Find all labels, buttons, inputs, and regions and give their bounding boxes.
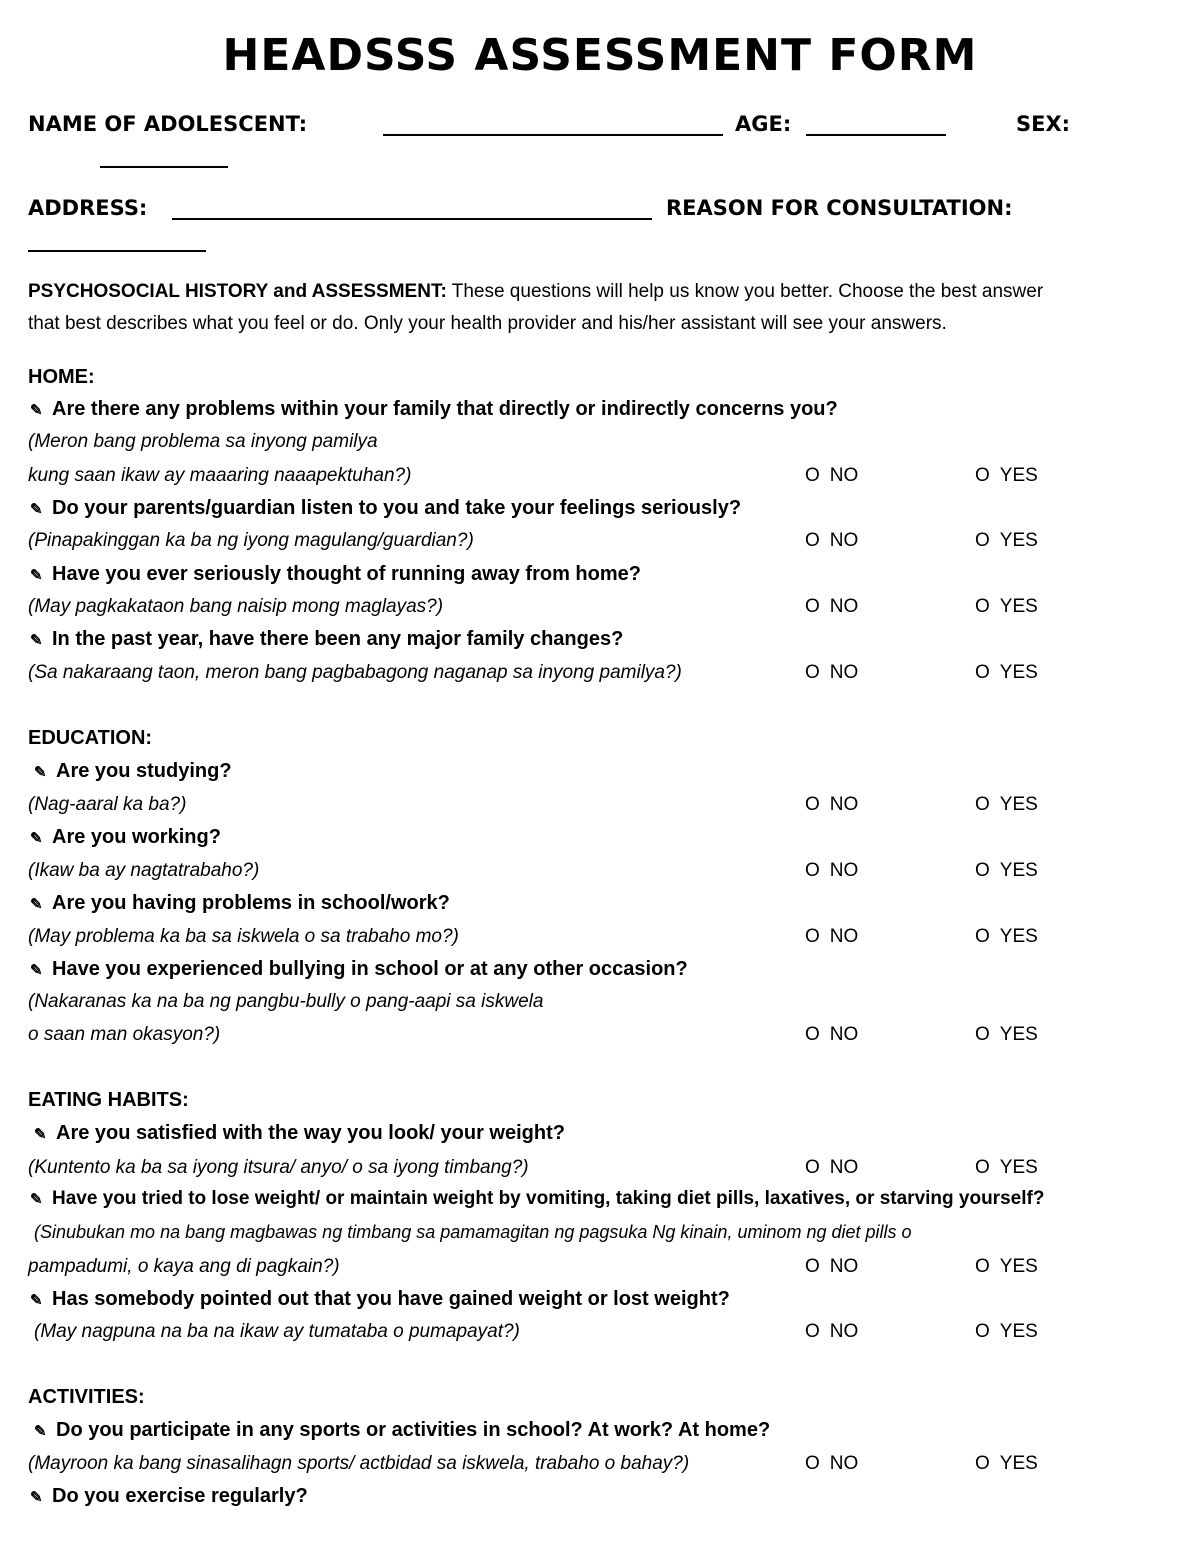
question-education-4: ✎ Have you experienced bullying in school or at any other occasion? — [30, 958, 688, 980]
option-yes-education-1[interactable]: O YES — [975, 794, 1038, 815]
option-yes-education-2[interactable]: O YES — [975, 860, 1038, 881]
option-yes-eating-3[interactable]: O YES — [975, 1321, 1038, 1342]
address-label: ADDRESS: — [28, 196, 148, 220]
question-activities-2: ✎ Do you exercise regularly? — [30, 1485, 308, 1507]
intro-line-1 — [28, 281, 1043, 303]
pencil-icon: ✎ — [30, 1292, 43, 1309]
translation-home-4: (Sa nakaraang taon, meron bang pagbabagong naganap sa inyong pamilya?) — [28, 662, 682, 683]
option-yes-education-3[interactable]: O YES — [975, 926, 1038, 947]
option-no-activities-1[interactable]: O NO — [805, 1453, 859, 1474]
translation-home-1b: kung saan ikaw ay maaaring naaapektuhan?) — [28, 465, 412, 486]
option-yes-education-4[interactable]: O YES — [975, 1024, 1038, 1045]
question-education-2: ✎ Are you working? — [30, 826, 221, 848]
section-education: EDUCATION: — [28, 727, 153, 749]
option-yes-eating-1[interactable]: O YES — [975, 1157, 1038, 1178]
intro-heading: PSYCHOSOCIAL HISTORY and ASSESSMENT: — [28, 281, 447, 302]
reason-input-line[interactable] — [28, 250, 206, 252]
question-activities-1: ✎ Do you participate in any sports or activities in school? At work? At home? — [34, 1419, 771, 1441]
pencil-icon: ✎ — [34, 764, 47, 781]
question-eating-1: ✎ Are you satisfied with the way you look/ your weight? — [34, 1122, 565, 1144]
age-label: AGE: — [735, 112, 792, 136]
translation-home-1a: (Meron bang problema sa inyong pamilya — [28, 431, 378, 452]
translation-education-2: (Ikaw ba ay nagtatrabaho?) — [28, 860, 260, 881]
translation-eating-3: (May nagpuna na ba na ikaw ay tumataba o pumapayat?) — [34, 1321, 520, 1342]
option-yes-eating-2[interactable]: O YES — [975, 1256, 1038, 1277]
pencil-icon: ✎ — [30, 896, 43, 913]
option-yes-home-4[interactable]: O YES — [975, 662, 1038, 683]
question-education-1: ✎ Are you studying? — [34, 760, 232, 782]
option-no-home-2[interactable]: O NO — [805, 530, 859, 551]
address-input-line[interactable] — [172, 218, 652, 220]
pencil-icon: ✎ — [30, 1489, 43, 1506]
translation-eating-2a: (Sinubukan mo na bang magbawas ng timbang sa pamamagitan ng pagsuka Ng kinain, uminom ng diet pills o — [34, 1222, 912, 1242]
option-no-eating-1[interactable]: O NO — [805, 1157, 859, 1178]
translation-education-4b: o saan man okasyon?) — [28, 1024, 221, 1045]
pencil-icon: ✎ — [30, 567, 43, 584]
age-input-line[interactable] — [806, 134, 946, 136]
pencil-icon: ✎ — [34, 1423, 47, 1440]
option-no-education-2[interactable]: O NO — [805, 860, 859, 881]
pencil-icon: ✎ — [34, 1126, 47, 1143]
question-home-3: ✎ Have you ever seriously thought of running away from home? — [30, 563, 641, 585]
option-no-education-4[interactable]: O NO — [805, 1024, 859, 1045]
name-input-line[interactable] — [383, 134, 723, 136]
pencil-icon: ✎ — [30, 501, 43, 518]
question-education-3: ✎ Are you having problems in school/work? — [30, 892, 450, 914]
translation-home-3: (May pagkakataon bang naisip mong maglayas?) — [28, 596, 444, 617]
translation-eating-2b: pampadumi, o kaya ang di pagkain?) — [28, 1256, 340, 1277]
option-yes-home-1[interactable]: O YES — [975, 465, 1038, 486]
translation-eating-1: (Kuntento ka ba sa iyong itsura/ anyo/ o sa iyong timbang?) — [28, 1157, 529, 1178]
option-yes-home-2[interactable]: O YES — [975, 530, 1038, 551]
section-home: HOME: — [28, 366, 95, 388]
translation-education-1: (Nag-aaral ka ba?) — [28, 794, 187, 815]
question-eating-2: ✎ Have you tried to lose weight/ or maintain weight by vomiting, taking diet pills, laxatives, or starving yourself? — [30, 1188, 1045, 1209]
option-no-education-1[interactable]: O NO — [805, 794, 859, 815]
option-yes-home-3[interactable]: O YES — [975, 596, 1038, 617]
section-activities: ACTIVITIES: — [28, 1386, 145, 1408]
question-home-2: ✎ Do your parents/guardian listen to you and take your feelings seriously? — [30, 497, 742, 519]
pencil-icon: ✎ — [30, 632, 43, 649]
intro-text-1: These questions will help us know you better. Choose the best answer — [451, 281, 1044, 302]
question-eating-3: ✎ Has somebody pointed out that you have gained weight or lost weight? — [30, 1288, 730, 1310]
section-eating-habits: EATING HABITS: — [28, 1089, 189, 1111]
pencil-icon: ✎ — [30, 962, 43, 979]
pencil-icon: ✎ — [30, 402, 43, 419]
sex-label: SEX: — [1016, 112, 1071, 136]
name-label: NAME OF ADOLESCENT: — [28, 112, 308, 136]
translation-home-2: (Pinapakinggan ka ba ng iyong magulang/guardian?) — [28, 530, 474, 551]
translation-activities-1: (Mayroon ka bang sinasalihagn sports/ actbidad sa iskwela, trabaho o bahay?) — [28, 1453, 690, 1474]
option-no-home-3[interactable]: O NO — [805, 596, 859, 617]
sex-input-line[interactable] — [100, 166, 228, 168]
translation-education-3: (May problema ka ba sa iskwela o sa trabaho mo?) — [28, 926, 459, 947]
option-no-education-3[interactable]: O NO — [805, 926, 859, 947]
translation-education-4a: (Nakaranas ka na ba ng pangbu-bully o pang-aapi sa iskwela — [28, 991, 544, 1012]
option-no-eating-3[interactable]: O NO — [805, 1321, 859, 1342]
pencil-icon: ✎ — [30, 830, 43, 847]
option-no-eating-2[interactable]: O NO — [805, 1256, 859, 1277]
form-title: HEADSSS ASSESSMENT FORM — [222, 30, 978, 81]
option-no-home-4[interactable]: O NO — [805, 662, 859, 683]
pencil-icon: ✎ — [30, 1191, 43, 1208]
reason-label: REASON FOR CONSULTATION: — [666, 196, 1013, 220]
intro-text-2: that best describes what you feel or do. Only your health provider and his/her assistant will see your answers. — [28, 313, 947, 334]
option-yes-activities-1[interactable]: O YES — [975, 1453, 1038, 1474]
option-no-home-1[interactable]: O NO — [805, 465, 859, 486]
question-home-1: ✎ Are there any problems within your family that directly or indirectly concerns you? — [30, 398, 838, 420]
question-home-4: ✎ In the past year, have there been any major family changes? — [30, 628, 624, 650]
